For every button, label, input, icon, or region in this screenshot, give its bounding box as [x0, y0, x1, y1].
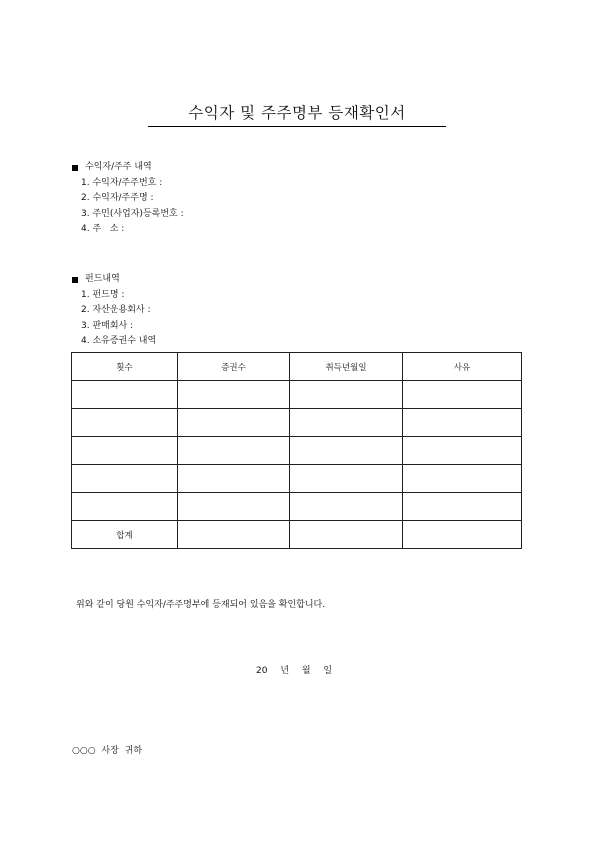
table-cell: [403, 493, 522, 521]
column-header-reason: 사유: [403, 353, 522, 381]
beneficiary-section-heading: [72, 160, 184, 176]
table-row: [72, 381, 522, 409]
table-cell: [178, 465, 290, 493]
table-cell: [290, 437, 403, 465]
beneficiary-heading-text: 수익자/주주 내역: [85, 162, 152, 172]
table-cell: [178, 521, 290, 549]
table-cell: [178, 437, 290, 465]
address-label: 4. 주 소 :: [81, 224, 125, 234]
table-cell: [403, 465, 522, 493]
column-header-securities: 증권수: [178, 353, 290, 381]
column-header-count: 횟수: [72, 353, 178, 381]
total-label-cell: 합계: [72, 521, 178, 549]
table-cell: [403, 521, 522, 549]
table-cell: [290, 465, 403, 493]
document-title: 수익자 및 주주명부 등재확인서: [148, 101, 446, 127]
table-row: [72, 493, 522, 521]
beneficiary-name-label: 2. 수익자/주주명 :: [81, 193, 154, 203]
table-cell: [403, 409, 522, 437]
table-header-row: [72, 353, 522, 381]
addressee-line: ○○○ 사장 귀하: [72, 746, 143, 756]
beneficiary-section: [72, 160, 184, 238]
confirmation-statement: 위와 같이 당원 수익자/주주명부에 등재되어 있음을 확인합니다.: [76, 600, 326, 610]
table-cell: [290, 409, 403, 437]
table-cell: [72, 409, 178, 437]
securities-table: [71, 352, 522, 549]
table-cell: [72, 381, 178, 409]
table-cell: [290, 493, 403, 521]
asset-manager-label: 2. 자산운용회사 :: [81, 305, 151, 315]
table-row: [72, 409, 522, 437]
table-cell: [72, 493, 178, 521]
table-cell: [72, 465, 178, 493]
registration-number-label: 3. 주민(사업자)등록번호 :: [81, 208, 184, 219]
square-bullet-icon: [72, 165, 78, 171]
table-total-row: [72, 521, 522, 549]
table-row: [72, 437, 522, 465]
fund-section: [72, 272, 156, 350]
column-header-acquisition-date: 취득년월일: [290, 353, 403, 381]
table-cell: [403, 437, 522, 465]
table-cell: [178, 409, 290, 437]
table-cell: [178, 493, 290, 521]
fund-name-label: 1. 펀드명 :: [81, 289, 125, 300]
table-cell: [72, 437, 178, 465]
beneficiary-number-label: 1. 수익자/주주번호 :: [81, 177, 163, 188]
securities-holding-label: 4. 소유증권수 내역: [81, 336, 157, 346]
table-cell: [178, 381, 290, 409]
table-cell: [290, 521, 403, 549]
table-cell: [290, 381, 403, 409]
date-line: 20 년 월 일: [256, 666, 333, 676]
distributor-label: 3. 판매회사 :: [81, 320, 134, 331]
fund-section-heading: [72, 272, 156, 288]
table-row: [72, 465, 522, 493]
fund-heading-text: 펀드내역: [85, 274, 120, 284]
table-cell: [403, 381, 522, 409]
square-bullet-icon: [72, 277, 78, 283]
